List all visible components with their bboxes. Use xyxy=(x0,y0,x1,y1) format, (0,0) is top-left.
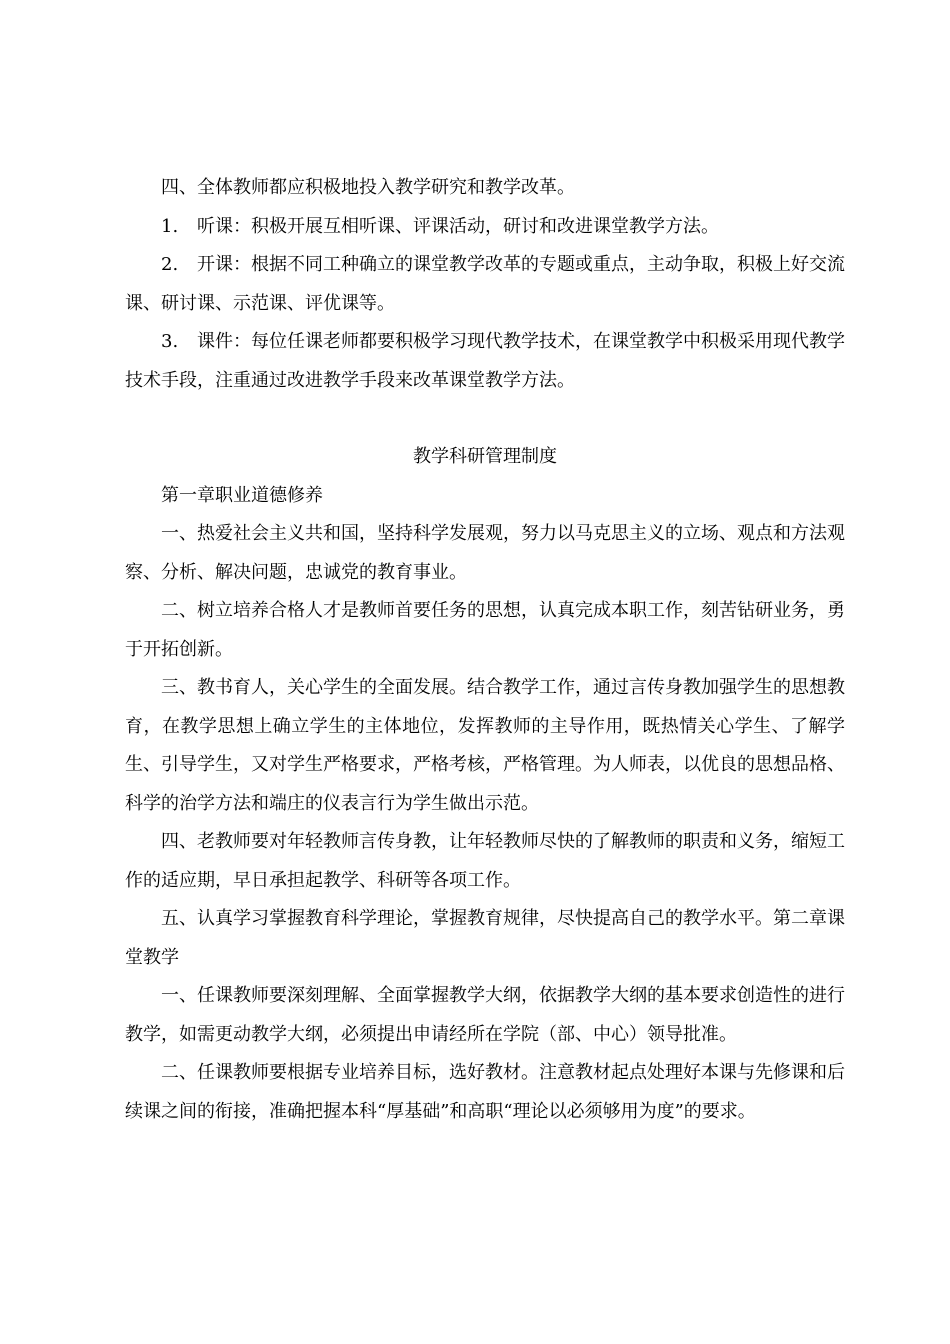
section-heading: 四、全体教师都应积极地投入教学研究和教学改革。 xyxy=(161,177,575,198)
list-item xyxy=(125,323,845,400)
spacer xyxy=(125,400,845,438)
list-item-number: 1. xyxy=(161,215,179,237)
list-item-text: 开课：根据不同工种确立的课堂教学改革的专题或重点，主动争取，积极上好交流课、研讨课、示范课、评优课等。 xyxy=(125,254,845,314)
list-item-text: 听课：积极开展互相听课、评课活动，研讨和改进课堂教学方法。 xyxy=(197,215,719,237)
paragraph: 二、任课教师要根据专业培养目标，选好教材。注意教材起点处理好本课与先修课和后续课之间的衔接，准确把握本科“厚基础”和高职“理论以必须够用为度”的要求。 xyxy=(125,1062,845,1122)
list-item-number: 2. xyxy=(161,254,179,275)
chapter-title: 第一章职业道德修养 xyxy=(161,484,323,506)
list-item xyxy=(125,246,845,323)
list-item-text: 课件：每位任课老师都要积极学习现代教学技术，在课堂教学中积极采用现代教学技术手段，注重通过改进教学手段来改革课堂教学方法。 xyxy=(125,331,845,391)
document-title: 教学科研管理制度 xyxy=(413,446,557,467)
list-item xyxy=(125,208,845,247)
paragraph: 一、任课教师要深刻理解、全面掌握教学大纲，依据教学大纲的基本要求创造性的进行教学，如需更动教学大纲，必须提出申请经所在学院（部、中心）领导批准。 xyxy=(125,985,845,1045)
paragraph: 五、认真学习掌握教育科学理论，掌握教育规律，尽快提高自己的教学水平。第二章课堂教学 xyxy=(125,908,845,968)
list-item-number: 3. xyxy=(161,331,179,352)
paragraph: 一、热爱社会主义共和国，坚持科学发展观，努力以马克思主义的立场、观点和方法观察、分析、解决问题，忠诚党的教育事业。 xyxy=(125,523,845,583)
paragraph: 三、教书育人，关心学生的全面发展。结合教学工作，通过言传身教加强学生的思想教育，在教学思想上确立学生的主体地位，发挥教师的主导作用，既热情关心学生、了解学生、引导学生，又对学生严格要求，严格考核，严格管理。为人师表，以优良的思想品格、科学的治学方法和端庄的仪表言行为学生做出示范。 xyxy=(125,677,845,814)
document-page xyxy=(125,169,845,1131)
paragraph: 四、老教师要对年轻教师言传身教，让年轻教师尽快的了解教师的职责和义务，缩短工作的适应期，早日承担起教学、科研等各项工作。 xyxy=(125,831,845,891)
paragraph: 二、树立培养合格人才是教师首要任务的思想，认真完成本职工作，刻苦钻研业务，勇于开拓创新。 xyxy=(125,600,845,660)
